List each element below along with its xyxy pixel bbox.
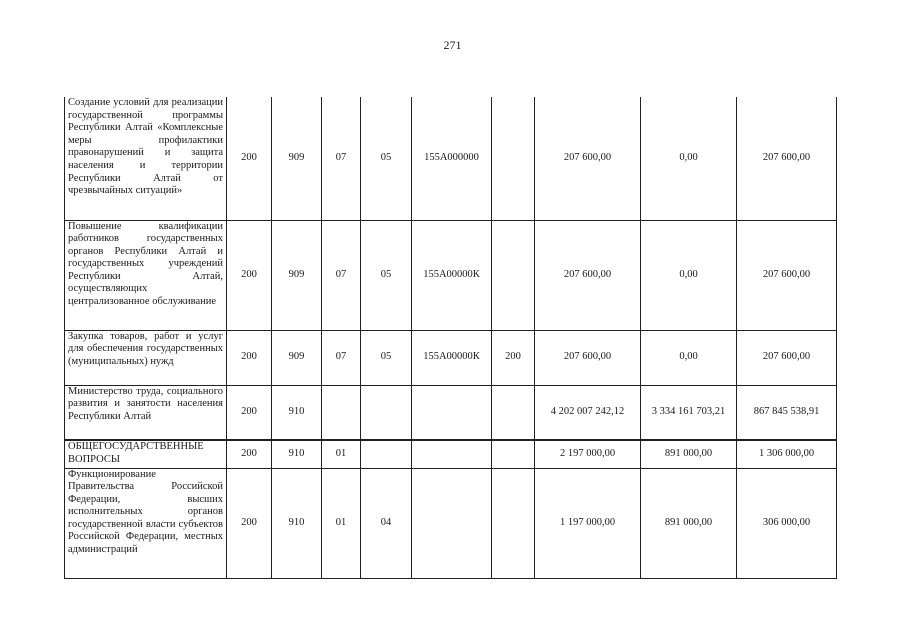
cell-subsection <box>361 440 412 468</box>
cell-target-article <box>412 468 492 578</box>
table-row <box>65 468 837 578</box>
cell-subsection: 05 <box>361 97 412 220</box>
cell-amount-3: 207 600,00 <box>737 220 837 330</box>
cell-amount-3: 1 306 000,00 <box>737 440 837 468</box>
row-description: Министерство труда, социального развития и занятости населения Республики Алтай <box>65 385 227 440</box>
cell-target-article: 155A000000 <box>412 97 492 220</box>
cell-amount-3: 306 000,00 <box>737 468 837 578</box>
cell-amount-1: 1 197 000,00 <box>535 468 641 578</box>
cell-section: 07 <box>322 330 361 385</box>
cell-amount-3: 207 600,00 <box>737 330 837 385</box>
table-row <box>65 97 837 220</box>
cell-expense-type <box>492 385 535 440</box>
cell-target-article: 155A00000К <box>412 330 492 385</box>
cell-amount-3: 867 845 538,91 <box>737 385 837 440</box>
cell-section: 01 <box>322 468 361 578</box>
row-description: ОБЩЕГОСУДАРСТВЕННЫЕ ВОПРОСЫ <box>65 440 227 468</box>
cell-expense-type <box>492 468 535 578</box>
cell-code: 200 <box>227 330 272 385</box>
cell-ministry: 909 <box>272 330 322 385</box>
cell-amount-1: 207 600,00 <box>535 97 641 220</box>
cell-expense-type <box>492 220 535 330</box>
cell-section: 07 <box>322 220 361 330</box>
cell-subsection <box>361 385 412 440</box>
row-description: Создание условий для реализации государственной программы Республики Алтай «Комплексные меры профилактики правонарушений и защита населения и территории Республики Алтай от чрезвычайных ситуаций» <box>65 97 227 220</box>
row-description: Функционирование Правительства Российской Федерации, высших исполнительных органов государственной власти субъектов Российской Федерации, местных администраций <box>65 468 227 578</box>
cell-amount-2: 891 000,00 <box>641 468 737 578</box>
cell-amount-1: 207 600,00 <box>535 330 641 385</box>
cell-target-article <box>412 440 492 468</box>
cell-subsection: 04 <box>361 468 412 578</box>
cell-subsection: 05 <box>361 330 412 385</box>
cell-ministry: 909 <box>272 97 322 220</box>
row-description: Повышение квалификации работников государственных органов Республики Алтай и государственных учреждений Республики Алтай, осуществляющих централизованное обслуживание <box>65 220 227 330</box>
cell-amount-1: 2 197 000,00 <box>535 440 641 468</box>
cell-amount-2: 3 334 161 703,21 <box>641 385 737 440</box>
cell-amount-2: 0,00 <box>641 220 737 330</box>
cell-expense-type <box>492 97 535 220</box>
cell-expense-type: 200 <box>492 330 535 385</box>
cell-amount-2: 891 000,00 <box>641 440 737 468</box>
cell-section <box>322 385 361 440</box>
cell-ministry: 909 <box>272 220 322 330</box>
cell-target-article: 155A00000К <box>412 220 492 330</box>
cell-subsection: 05 <box>361 220 412 330</box>
cell-amount-3: 207 600,00 <box>737 97 837 220</box>
cell-code: 200 <box>227 385 272 440</box>
table-row <box>65 330 837 385</box>
cell-code: 200 <box>227 468 272 578</box>
cell-code: 200 <box>227 440 272 468</box>
cell-code: 200 <box>227 97 272 220</box>
cell-section: 01 <box>322 440 361 468</box>
cell-ministry: 910 <box>272 468 322 578</box>
row-description: Закупка товаров, работ и услуг для обеспечения государственных (муниципальных) нужд <box>65 330 227 385</box>
cell-amount-2: 0,00 <box>641 330 737 385</box>
cell-amount-1: 4 202 007 242,12 <box>535 385 641 440</box>
table-row <box>65 385 837 440</box>
page-number: 271 <box>443 38 462 52</box>
cell-amount-2: 0,00 <box>641 97 737 220</box>
cell-section: 07 <box>322 97 361 220</box>
table-row <box>65 440 837 468</box>
cell-target-article <box>412 385 492 440</box>
budget-table <box>64 97 837 579</box>
cell-ministry: 910 <box>272 385 322 440</box>
cell-expense-type <box>492 440 535 468</box>
cell-code: 200 <box>227 220 272 330</box>
cell-ministry: 910 <box>272 440 322 468</box>
cell-amount-1: 207 600,00 <box>535 220 641 330</box>
table-row <box>65 220 837 330</box>
